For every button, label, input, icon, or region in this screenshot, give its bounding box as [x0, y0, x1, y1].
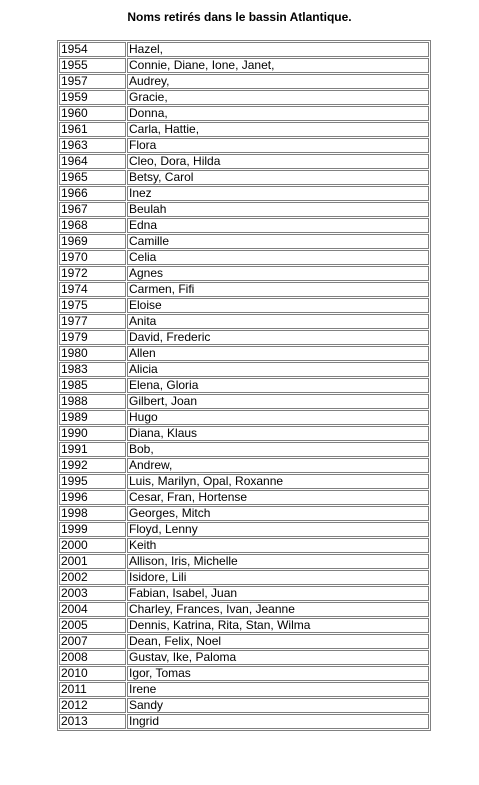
names-cell: Charley, Frances, Ivan, Jeanne — [127, 602, 429, 617]
table-row — [59, 282, 429, 297]
names-cell: Irene — [127, 682, 429, 697]
names-cell: Betsy, Carol — [127, 170, 429, 185]
table-row — [59, 666, 429, 681]
names-cell: Beulah — [127, 202, 429, 217]
names-cell: Floyd, Lenny — [127, 522, 429, 537]
table-row — [59, 186, 429, 201]
table-row — [59, 618, 429, 633]
year-cell: 1969 — [59, 234, 126, 249]
year-cell: 1954 — [59, 42, 126, 57]
names-cell: Elena, Gloria — [127, 378, 429, 393]
table-row — [59, 570, 429, 585]
year-cell: 2004 — [59, 602, 126, 617]
table-row — [59, 346, 429, 361]
table-row — [59, 74, 429, 89]
names-cell: Gracie, — [127, 90, 429, 105]
names-cell: Alicia — [127, 362, 429, 377]
names-cell: Audrey, — [127, 74, 429, 89]
names-cell: Anita — [127, 314, 429, 329]
year-cell: 1959 — [59, 90, 126, 105]
year-cell: 1966 — [59, 186, 126, 201]
year-cell: 1970 — [59, 250, 126, 265]
table-row — [59, 554, 429, 569]
names-cell: Camille — [127, 234, 429, 249]
names-cell: Connie, Diane, Ione, Janet, — [127, 58, 429, 73]
names-cell: Dennis, Katrina, Rita, Stan, Wilma — [127, 618, 429, 633]
names-cell: Gustav, Ike, Paloma — [127, 650, 429, 665]
names-cell: Sandy — [127, 698, 429, 713]
table-row — [59, 154, 429, 169]
year-cell: 2000 — [59, 538, 126, 553]
table-row — [59, 442, 429, 457]
year-cell: 1985 — [59, 378, 126, 393]
names-cell: Cesar, Fran, Hortense — [127, 490, 429, 505]
names-cell: Flora — [127, 138, 429, 153]
year-cell: 1968 — [59, 218, 126, 233]
year-cell: 2010 — [59, 666, 126, 681]
year-cell: 2008 — [59, 650, 126, 665]
table-row — [59, 42, 429, 57]
table-row — [59, 682, 429, 697]
table-row — [59, 602, 429, 617]
names-cell: Hazel, — [127, 42, 429, 57]
year-cell: 1965 — [59, 170, 126, 185]
table-row — [59, 266, 429, 281]
table-row — [59, 522, 429, 537]
table-row — [59, 458, 429, 473]
year-cell: 2001 — [59, 554, 126, 569]
year-cell: 1989 — [59, 410, 126, 425]
year-cell: 2011 — [59, 682, 126, 697]
table-row — [59, 58, 429, 73]
table-row — [59, 218, 429, 233]
year-cell: 2007 — [59, 634, 126, 649]
table-row — [59, 538, 429, 553]
table-row — [59, 394, 429, 409]
page-title: Noms retirés dans le bassin Atlantique. — [127, 10, 352, 24]
table-row — [59, 202, 429, 217]
table-row — [59, 106, 429, 121]
names-cell: Gilbert, Joan — [127, 394, 429, 409]
names-cell: Dean, Felix, Noel — [127, 634, 429, 649]
table-row — [59, 330, 429, 345]
names-cell: David, Frederic — [127, 330, 429, 345]
year-cell: 1961 — [59, 122, 126, 137]
retired-names-table — [57, 40, 431, 731]
year-cell: 1974 — [59, 282, 126, 297]
year-cell: 2003 — [59, 586, 126, 601]
names-cell: Andrew, — [127, 458, 429, 473]
year-cell: 1977 — [59, 314, 126, 329]
year-cell: 1975 — [59, 298, 126, 313]
table-body — [59, 42, 429, 729]
table-row — [59, 378, 429, 393]
year-cell: 1964 — [59, 154, 126, 169]
table-row — [59, 90, 429, 105]
year-cell: 1957 — [59, 74, 126, 89]
names-cell: Edna — [127, 218, 429, 233]
year-cell: 1988 — [59, 394, 126, 409]
year-cell: 1979 — [59, 330, 126, 345]
names-cell: Igor, Tomas — [127, 666, 429, 681]
year-cell: 1999 — [59, 522, 126, 537]
names-cell: Celia — [127, 250, 429, 265]
year-cell: 2005 — [59, 618, 126, 633]
year-cell: 1955 — [59, 58, 126, 73]
names-cell: Agnes — [127, 266, 429, 281]
names-cell: Carmen, Fifi — [127, 282, 429, 297]
names-cell: Inez — [127, 186, 429, 201]
table-row — [59, 138, 429, 153]
names-cell: Luis, Marilyn, Opal, Roxanne — [127, 474, 429, 489]
names-cell: Keith — [127, 538, 429, 553]
table-row — [59, 714, 429, 729]
names-cell: Allison, Iris, Michelle — [127, 554, 429, 569]
table-row — [59, 506, 429, 521]
names-cell: Isidore, Lili — [127, 570, 429, 585]
table-row — [59, 170, 429, 185]
names-cell: Georges, Mitch — [127, 506, 429, 521]
year-cell: 1996 — [59, 490, 126, 505]
table-row — [59, 650, 429, 665]
names-cell: Eloise — [127, 298, 429, 313]
table-row — [59, 234, 429, 249]
table-row — [59, 298, 429, 313]
names-cell: Bob, — [127, 442, 429, 457]
names-cell: Ingrid — [127, 714, 429, 729]
year-cell: 1995 — [59, 474, 126, 489]
year-cell: 1967 — [59, 202, 126, 217]
table-row — [59, 426, 429, 441]
year-cell: 1992 — [59, 458, 126, 473]
year-cell: 1983 — [59, 362, 126, 377]
names-cell: Carla, Hattie, — [127, 122, 429, 137]
year-cell: 2002 — [59, 570, 126, 585]
year-cell: 2013 — [59, 714, 126, 729]
names-cell: Fabian, Isabel, Juan — [127, 586, 429, 601]
names-cell: Allen — [127, 346, 429, 361]
year-cell: 1980 — [59, 346, 126, 361]
table-row — [59, 634, 429, 649]
table-row — [59, 698, 429, 713]
year-cell: 2012 — [59, 698, 126, 713]
names-cell: Donna, — [127, 106, 429, 121]
names-cell: Hugo — [127, 410, 429, 425]
names-cell: Cleo, Dora, Hilda — [127, 154, 429, 169]
year-cell: 1972 — [59, 266, 126, 281]
table-row — [59, 314, 429, 329]
table-row — [59, 474, 429, 489]
year-cell: 1960 — [59, 106, 126, 121]
year-cell: 1991 — [59, 442, 126, 457]
table-row — [59, 250, 429, 265]
table-row — [59, 122, 429, 137]
year-cell: 1990 — [59, 426, 126, 441]
year-cell: 1998 — [59, 506, 126, 521]
year-cell: 1963 — [59, 138, 126, 153]
table-row — [59, 586, 429, 601]
table-row — [59, 362, 429, 377]
names-cell: Diana, Klaus — [127, 426, 429, 441]
table-row — [59, 490, 429, 505]
table-row — [59, 410, 429, 425]
